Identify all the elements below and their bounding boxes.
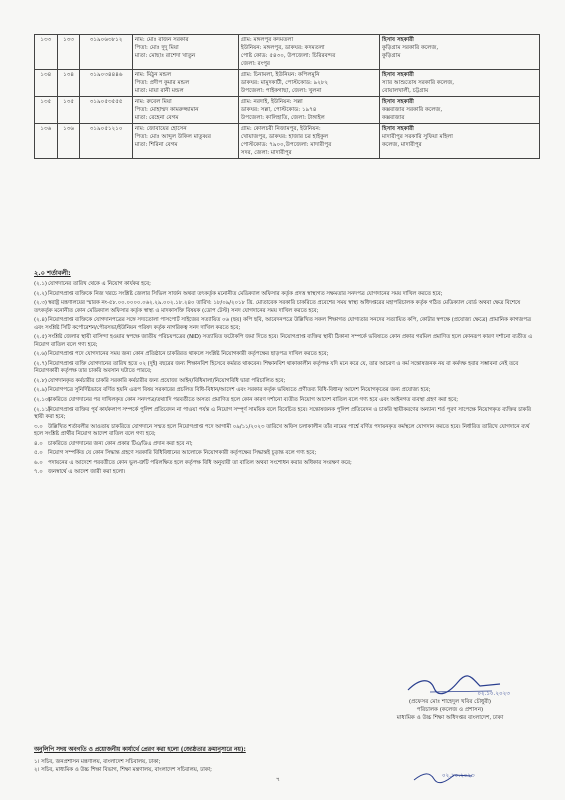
condition-number: (২.১০): [34, 396, 51, 403]
post-title: হিসাব সহকারী: [382, 72, 414, 78]
roll-cell: ৩১৯০৫৩৫৫৫: [80, 97, 132, 124]
candidate-father: পিতা: প্রদীপ কুমার মন্ডল: [134, 80, 190, 86]
serial-cell: ১৩৫: [35, 97, 58, 124]
candidate-mother: মাতা: শিরিনা বেগম: [134, 142, 178, 148]
condition-number: (২.১১): [34, 406, 51, 413]
copy-item: ১। সচিব, জনপ্রশাসন মন্ত্রণালয়, বাংলাদেশ সচিবালয়, ঢাকা;: [34, 759, 161, 765]
post-title: হিসাব সহকারী: [382, 37, 414, 43]
condition-number: ৬.০: [34, 459, 43, 466]
condition-item: [34, 450, 540, 457]
condition-number: (২.৪): [34, 317, 47, 324]
serial-cell: ১৩৬: [35, 124, 58, 159]
condition-item: [34, 424, 540, 439]
condition-item: [34, 397, 540, 404]
condition-text: উল্লিখিত শর্তাবলীর আওতায় চাকরিতে যোগদানে সম্মত হলে নিয়োগপ্রাপ্ত পদে আগামী ০৯/১১/২০২৩ তারিখে অফিস চলাকালীন তাঁর নামের পার্শ্বে বর্ণিত পদায়নকৃত কর্মস্থলে যোগদান করতে হবে। নির্ধারিত তারিখে যোগদানে ব্যর্থ হলে সংশ্লিষ্ট প্রার্থীর নিয়োগ আদেশ বাতিল বলে গণ্য হবে;: [34, 423, 530, 437]
copy-item: ২। সচিব, মাধ্যমিক ও উচ্চ শিক্ষা বিভাগ, শিক্ষা মন্ত্রণালয়, বাংলাদেশ সচিবালয়, ঢাকা;: [34, 767, 213, 774]
condition-number: (২.৯): [34, 387, 47, 394]
condition-item: [34, 407, 540, 422]
posting-cell: [380, 35, 540, 70]
candidate-mother: মাতা: মায়া রানী মন্ডল: [134, 88, 184, 94]
college-line: কুড়িগ্রাম সরকারি কলেজ,: [382, 45, 439, 51]
college-line: কুড়িগ্রাম: [382, 53, 401, 59]
condition-number: (২.৬): [34, 351, 47, 358]
address-line: পোস্টকোড: ৭৯০০,উপজেলা: মাদারীপুর: [240, 142, 332, 148]
condition-item: [34, 469, 540, 476]
condition-number: ৩.০: [34, 423, 43, 430]
condition-number: (২.২): [34, 290, 47, 297]
initial-date: ০২.১০.২০২৩: [442, 773, 475, 779]
posting-cell: [380, 97, 540, 124]
condition-text: নিয়োগপ্রাপ্ত ব্যক্তিকে যোগদানপত্রের সঙ্গে সদ্যতোলা পাসপোর্ট সাইজের সত্যায়িত ০৬ (ছয়) কপি ছবি, আবেদনপত্রে উল্লিখিত সকল শিক্ষাগত যোগ্যতার সনদের সত্যায়িত কপি, কোটার স্বপক্ষে (প্রযোজ্য ক্ষেত্রে) প্রামানিক কাগজপত্র এবং সংশ্লিষ্ট সিটি কর্পোরেশন/পৌরসভা/ইউনিয়ন পরিষদ কর্তৃক নাগরিকত্ব সনদ দাখিল করতে হবে;: [34, 317, 531, 331]
address-line: সদর, জেলা: মাদারীপুর: [240, 150, 292, 156]
address-line: খোয়াজপুর, ডাকঘর: হাজার চর হাইকুল: [240, 134, 329, 140]
signature-date: ০২.১০.২০২৩: [477, 691, 510, 697]
condition-number: (২.৮): [34, 377, 47, 384]
roll-cell: ৩১৯০৩৪৪৪৬: [80, 70, 132, 97]
condition-item: [34, 351, 540, 358]
condition-text: পদায়নের এ আদেশে পরবর্তীতে কোন ভুল-ত্রুটি পরিলক্ষিত হলে কর্তৃপক্ষ বিধি অনুযায়ী তা বাতিল অথবা সংশোধন করার অধিকার সংরক্ষণ করে;: [48, 459, 352, 466]
condition-number: ৫.০: [34, 450, 43, 457]
address-line: গ্রাম: কোলচরী নিজামপুর, ইউনিয়ন:: [240, 126, 321, 132]
address-line: ডাকঘর: মামুদকাটী, পোস্টকোড: ৯২৮২: [240, 80, 329, 86]
condition-item: [34, 460, 540, 467]
serial-cell: ১৩৪: [35, 70, 58, 97]
condition-text: নিয়োগপ্রাপ্ত পদে যোগদানের সময় জন্য কোন প্রতিষ্ঠানে চাকরিরত থাকলে সংশ্লিষ্ট নিয়োগকারী কর্তৃপক্ষের ছাড়পত্র দাখিল করতে হবে;: [48, 351, 329, 358]
table-row: [35, 97, 540, 124]
posting-cell: [380, 124, 540, 159]
college-line: স্যার আশুতোষ সরকারি কলেজ,: [382, 80, 454, 86]
condition-number: (২.৭): [34, 360, 47, 367]
candidate-father: পিতা: মোঃ আব্দুল উকিল মাতুব্বর: [134, 134, 211, 140]
condition-item: [34, 361, 540, 376]
conditions-list: [34, 281, 540, 479]
roll-cell: ৩১৯০৫১২১০: [80, 124, 132, 159]
college-line: কক্সবাজার: [382, 115, 405, 121]
condition-text: নিয়োগ সম্পর্কিত যে কোন সিদ্ধান্ত গ্রহণে সরকারি বিধিবিধানের আলোকে নিয়োগকারী কর্তৃপক্ষের সিদ্ধান্তই চূড়ান্ত বলে গণ্য হবে;: [48, 450, 317, 457]
condition-number: ৪.০: [34, 440, 43, 447]
serial-cell: ১৩৩: [57, 35, 80, 70]
condition-text: চাকরিতে যোগদানের জন্য কোন প্রকার টিএ/ডিএ প্রদান করা হবে না;: [48, 440, 193, 447]
serial-cell: ১৩৬: [57, 124, 80, 159]
condition-item: [34, 334, 540, 349]
address-line: ইউনিয়ন: মঙ্গলপুর, ডাকঘর: কদমতলা: [240, 45, 325, 51]
address-cell: [238, 97, 379, 124]
roll-cell: ৩১৯০৬৩৮১২: [80, 35, 132, 70]
candidate-father: পিতা: মোঃ দুদু মিয়া: [134, 45, 179, 51]
signatory-title: পরিচালক (কলেজ ও প্রশাসন): [416, 707, 484, 713]
condition-item: [34, 387, 540, 394]
post-title: হিসাব সহকারী: [382, 99, 414, 105]
condition-item: [34, 300, 540, 315]
condition-text: স্বরাষ্ট্র মন্ত্রণালয়ের স্মারক নং-৫৮.০০.০০০০.০৬২.২৯.০০২.১৮.২৪০ তারিখ: ১৮/০৯/২০১৮ খ্রি. মোতাবেক সরকারি চাকরিতে প্রবেশের সময় স্বাস্থ্য অধিদপ্তরের মহাপরিচালক কর্তৃক গঠিত মেডিক্যাল বোর্ড অথবা ক্ষেত্র বিশেষে তৎকর্তৃক মনোনীত কোন মেডিক্যাল অফিসার কর্তৃক স্বাস্থ্য ও মাদকাসক্তি বিষয়ক (ডোপ টেস্ট) সনদ যোগদানের সময় দাখিল করতে হবে;: [34, 300, 521, 314]
candidate-mother: মাতা: মোছাঃ রাশেদা খাতুন: [134, 53, 196, 59]
signature-block: [360, 690, 540, 722]
address-cell: [238, 124, 379, 159]
condition-item: [34, 378, 540, 385]
candidate-name: নাম: রুবেল মিয়া: [134, 99, 172, 105]
condition-text: জনস্বার্থে এ আদেশ জারী করা হলো।: [48, 469, 126, 476]
condition-number: (২.১): [34, 281, 47, 287]
condition-number: (২.৩): [34, 300, 47, 307]
address-line: গ্রাম: চিনামলা, ইউনিয়ন: কপিলমুনি: [240, 72, 320, 78]
candidate-cell: [132, 97, 238, 124]
copy-title: অনুলিপি সদয় অবগতি ও প্রয়োজনীয় কার্যার্থে প্রেরণ করা হলো (জ্যেষ্ঠতার ক্রমানুসারে নয়):: [34, 747, 246, 753]
table-row: [35, 35, 540, 70]
serial-cell: ১৩৪: [57, 70, 80, 97]
condition-text: যোগদানের তারিখ থেকে এ নিয়োগ কার্যকর হবে;: [48, 281, 151, 287]
college-line: কক্সবাজার সরকারি কলেজ,: [382, 107, 443, 113]
address-line: পোষ্ট কোড: ৫৪৩০, উপজেলা: চিরিরবন্দর: [240, 53, 336, 59]
post-title: হিসাব সহকারী: [382, 126, 414, 132]
address-line: ডাকঘর: সল্লা, পোস্টকোড: ১৯৭৪: [240, 107, 317, 113]
condition-item: [34, 441, 540, 448]
condition-text: যোগদানকৃত কর্মচারীর চাকরি সরকারি কর্মচারীর জন্য প্রযোজ্য আইন/বিধিমালা/নিয়োগবিধি দ্বারা পরিচালিত হবে;: [48, 377, 286, 384]
address-cell: [238, 35, 379, 70]
appointment-table: [34, 34, 540, 159]
candidate-cell: [132, 124, 238, 159]
address-line: জেলা: রংপুর: [240, 61, 271, 67]
condition-text: নিয়োগপত্রে সুনির্দিষ্টভাবে বর্ণিত হয়নি এরূপ বিষয় সরকারের প্রচলিত বিধি-বিধান/আদেশ এবং সরকার কর্তৃক ভবিষ্যতে প্রণীতব্য বিধি-বিধান/ আদেশ নিয়োগকৃতের জন্য প্রযোজ্য হবে;: [48, 387, 431, 394]
signatory-name: (প্রফেসর মোঃ শাহেদুল খবির চৌধুরী): [408, 699, 492, 705]
candidate-father: পিতা: মোহাম্মদ কামরুজ্জামান: [134, 107, 199, 113]
condition-item: [34, 317, 540, 332]
address-line: গ্রাম: মঙ্গলপুর কদমতলা: [240, 37, 294, 43]
college-line: কলেজ, মাদারীপুর: [382, 142, 422, 148]
condition-text: নিয়োগপ্রাপ্ত ব্যক্তি যোগদানের তারিখ হতে ০২ (দুই) বছরের জন্য শিক্ষানবিশ হিসেবে কর্মরত থাকবেন। শিক্ষানবিশ থাকাকালীন কর্তৃপক্ষ যদি মনে করে যে, তার আচরণ ও কর্ম সন্তোষজনক নয় বা কর্মদক্ষ হবার সম্ভাবনা নেই তবে নিয়োগকারী কর্তৃপক্ষ তার চাকরি অবসান ঘটাতে পারবে;: [34, 360, 519, 375]
college-line: মাদারীপুর সরকারি সুফিয়া মহিলা: [382, 134, 453, 140]
table-row: [35, 70, 540, 97]
candidate-name: নাম: জোবায়ের হোসেন: [134, 126, 187, 132]
address-line: উপজেলা: কালিহাতি, জেলা: টাঙ্গাইল: [240, 115, 325, 121]
conditions-title: ২.০ শর্তাবলী:: [34, 269, 71, 277]
condition-text: সংশ্লিষ্ট জেলার স্থায়ী বাসিন্দা হওয়ার স্বপক্ষে জাতীয় পরিচয়পত্রের (NID) সত্যায়িত ফটোকপি জমা দিতে হবে। নিয়োগপ্রাপ্ত ব্যক্তির স্থায়ী ঠিকানা সম্পর্কে ভবিষ্যতে কোন প্রকার গরমিল প্রমাণিত হলে কোনরূপ কারণ দর্শানো ব্যতীত এ নিয়োগ বাতিল বলে গণ্য হবে;: [34, 334, 533, 348]
candidate-name: নাম: মোঃ রাজন সরকার: [134, 37, 189, 43]
candidate-cell: [132, 70, 238, 97]
condition-text: নিয়োগপ্রাপ্ত ব্যক্তির পূর্ব কার্যকলাপ সম্পর্কে পুলিশ প্রতিবেদন না পাওয়া পর্যন্ত এ নিয়োগ সম্পূর্ণ সাময়িক বলে বিবেচিত হবে। সন্তোষজনক পুলিশ প্রতিবেদন ও চাকরি স্থায়ীকরণের অন্যান্য শর্ত পূরণ সাপেক্ষে নিয়োগকৃত ব্যক্তির চাকরি স্থায়ী করা হবে;: [34, 406, 531, 420]
posting-cell: [380, 70, 540, 97]
page-number: ৭: [276, 776, 280, 783]
table-row: [35, 124, 540, 159]
condition-item: [34, 291, 540, 298]
serial-cell: ১৩৫: [57, 97, 80, 124]
copy-list: [34, 758, 212, 775]
college-line: বোয়ালখালী, চট্টগ্রাম: [382, 88, 429, 94]
serial-cell: ১৩৩: [35, 35, 58, 70]
condition-text: চাকরিতে যোগদানের পর দাখিলকৃত কোন সনদপত্র/তথ্যাদি পরবর্তীতে অসত্য প্রমাণিত হলে কোন কারণ দর্শানো ব্যতীত নিয়োগ আদেশ বাতিল বলে গণ্য হবে এবং আইনগত ব্যবস্থা গ্রহণ করা হবে;: [48, 396, 459, 403]
condition-item: [34, 281, 540, 288]
condition-text: নিয়োগপ্রাপ্ত ব্যক্তিকে নিজ খরচে সংশ্লিষ্ট জেলার সিভিল সার্জন অথবা তৎকর্তৃক মনোনীত মেডিক্যাল অফিসার কর্তৃক প্রদত্ত স্বাস্থ্যগত সক্ষমতার সনদপত্র যোগদানের সময় দাখিল করতে হবে;: [48, 290, 443, 297]
signatory-office: মাধ্যমিক ও উচ্চ শিক্ষা অধিদপ্তর বাংলাদেশ, ঢাকা: [396, 715, 504, 721]
candidate-mother: মাতা: রেহেনা বেগম: [134, 115, 179, 121]
candidate-cell: [132, 35, 238, 70]
condition-number: (২.৫): [34, 334, 47, 341]
address-cell: [238, 70, 379, 97]
candidate-name: নাম: মিঠুন মন্ডল: [134, 72, 172, 78]
address-line: উপজেলা: পাইকগাছা, জেলা: খুলনা: [240, 88, 322, 94]
address-line: গ্রাম: নরদাই, ইউনিয়ন: সল্লা: [240, 99, 303, 105]
condition-number: ৭.০: [34, 469, 43, 476]
